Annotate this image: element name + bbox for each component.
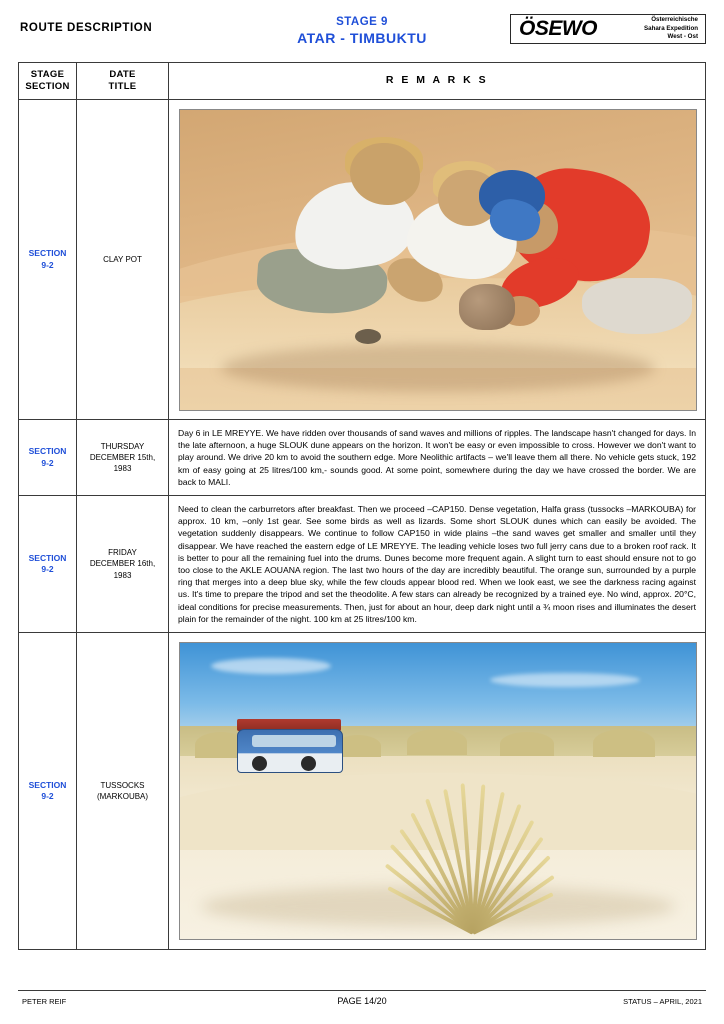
row-section-cell [19, 420, 77, 495]
logo-wordmark: ÖSEWO [519, 17, 598, 40]
stage-number: STAGE 9 [336, 16, 388, 28]
logo-subtitle-line2: Sahara Expedition [644, 24, 698, 32]
footer-author: PETER REIF [22, 997, 67, 1006]
footer-status: STATUS – APRIL, 2021 [623, 997, 702, 1006]
row-title-line2: (MARKOUBA) [96, 792, 149, 802]
row-date-cell [77, 420, 169, 495]
section-label-line1: SECTION [28, 779, 67, 790]
column-header-date-line2: TITLE [108, 81, 137, 92]
page-footer [18, 990, 706, 1014]
row-title-line1: TUSSOCKS [100, 780, 145, 790]
row-title-cell [77, 100, 169, 419]
column-header-date-line1: DATE [109, 68, 136, 80]
route-description-table [18, 62, 706, 950]
column-header-stage-line1: STAGE [30, 68, 65, 80]
logo-subtitle-line3: West - Ost [667, 33, 698, 41]
clay-pot-photo [179, 109, 697, 411]
section-label-line2: 9-2 [41, 791, 54, 802]
section-label-line1: SECTION [28, 248, 67, 259]
row-date-line2: DECEMBER 15th, [89, 452, 156, 462]
table-row [19, 496, 705, 633]
row-title-text: CLAY POT [103, 254, 142, 264]
row-date-cell [77, 496, 169, 632]
table-row [19, 100, 705, 420]
section-label-line2: 9-2 [41, 564, 54, 575]
row-date-line2: DECEMBER 16th, [89, 559, 156, 569]
osewo-logo [510, 14, 706, 44]
row-remarks-cell [169, 496, 705, 632]
column-header-remarks: R E M A R K S [385, 74, 489, 87]
table-header-row [19, 63, 705, 100]
row-photo-cell [169, 100, 707, 419]
table-row [19, 633, 705, 949]
column-header-date-title [77, 63, 169, 99]
table-row [19, 420, 705, 496]
column-header-stage-line2: SECTION [25, 81, 70, 92]
row-date-line3: 1983 [113, 570, 132, 580]
clay-pot-object [459, 284, 515, 330]
row-section-cell [19, 633, 77, 949]
remarks-paragraph: Day 6 in LE MREYYE. We have ridden over thousands of sand waves and millions of ripples. The landscape hasn't changed for days. In the late afternoon, a huge SLOUK dune appears on the horizon. It won't be easy or even impossible to cross. However we don't want to play around. We drive 20 km to avoid the southern edge. More Neolithic artifacts – we'll leave them all there. No vehicle gets stuck, 192 km of easy going at 25 litres/100 km,- sounds good. At some point, somewhere during the day we have crossed the border. We are back to MALI. [178, 428, 696, 487]
row-date-line1: THURSDAY [100, 441, 145, 451]
row-date-line3: 1983 [113, 464, 132, 474]
row-section-cell [19, 100, 77, 419]
row-title-cell [77, 633, 169, 949]
remarks-paragraph: Need to clean the carburretors after breakfast. Then we proceed –CAP150. Dense vegetation, Halfa grass (tussocks –MARKOUBA) for approx. 10 km, –only 1st gear. See some birds as well as lizards. Some short SLOUK dunes which can easily be avoided. The vegetation suddenly disappears. We continue to follow CAP150 in wide plains –the sand waves get smaller and smaller until they disappear. We have reached the eastern edge of LE MREYYE. The leading vehicle loses two full jerry cans due to a broken roof rack. It is better to pour all the remaining fuel into the drums. Dunes become more frequent again. A slight turn to east should ensure not to go too close to the AKLE AOUANA region. The last two hours of the day are incredibly beautiful. The orange sun, surrounded by a purple ring that merges into a deep blue sky, while the few clouds appear blood red. When we look east, we see the darkness racing against us. It's time to prepare the tripod and set the theodolite. A few stars can already be recognized by a trained eye. No wind, approx. 20°C, ideal conditions for precise measurements. Then, just for about an hour, deep dark night until a ¾ moon rises and illuminates the desert plain for the remainder of the night. 100 km at 25 litres/100 km. [178, 504, 696, 624]
row-remarks-cell [169, 420, 705, 495]
logo-subtitle [597, 16, 705, 43]
section-label-line1: SECTION [28, 446, 67, 457]
section-label-line2: 9-2 [41, 259, 54, 270]
section-label-line2: 9-2 [41, 457, 54, 468]
route-name: ATAR - TIMBUKTU [297, 30, 427, 46]
tussock-plant [366, 773, 576, 933]
row-date-line1: FRIDAY [108, 548, 137, 558]
footer-page-number: PAGE 14/20 [337, 996, 387, 1006]
section-label-line1: SECTION [28, 552, 67, 563]
column-header-stage-section [19, 63, 77, 99]
row-photo-cell [169, 633, 707, 949]
tussock-markouba-photo [179, 642, 697, 940]
row-section-cell [19, 496, 77, 632]
logo-subtitle-line1: Österreichische [651, 15, 698, 23]
clay-pot-fragment [355, 329, 381, 344]
page-header [0, 0, 724, 46]
page-title: ROUTE DESCRIPTION [20, 22, 153, 34]
